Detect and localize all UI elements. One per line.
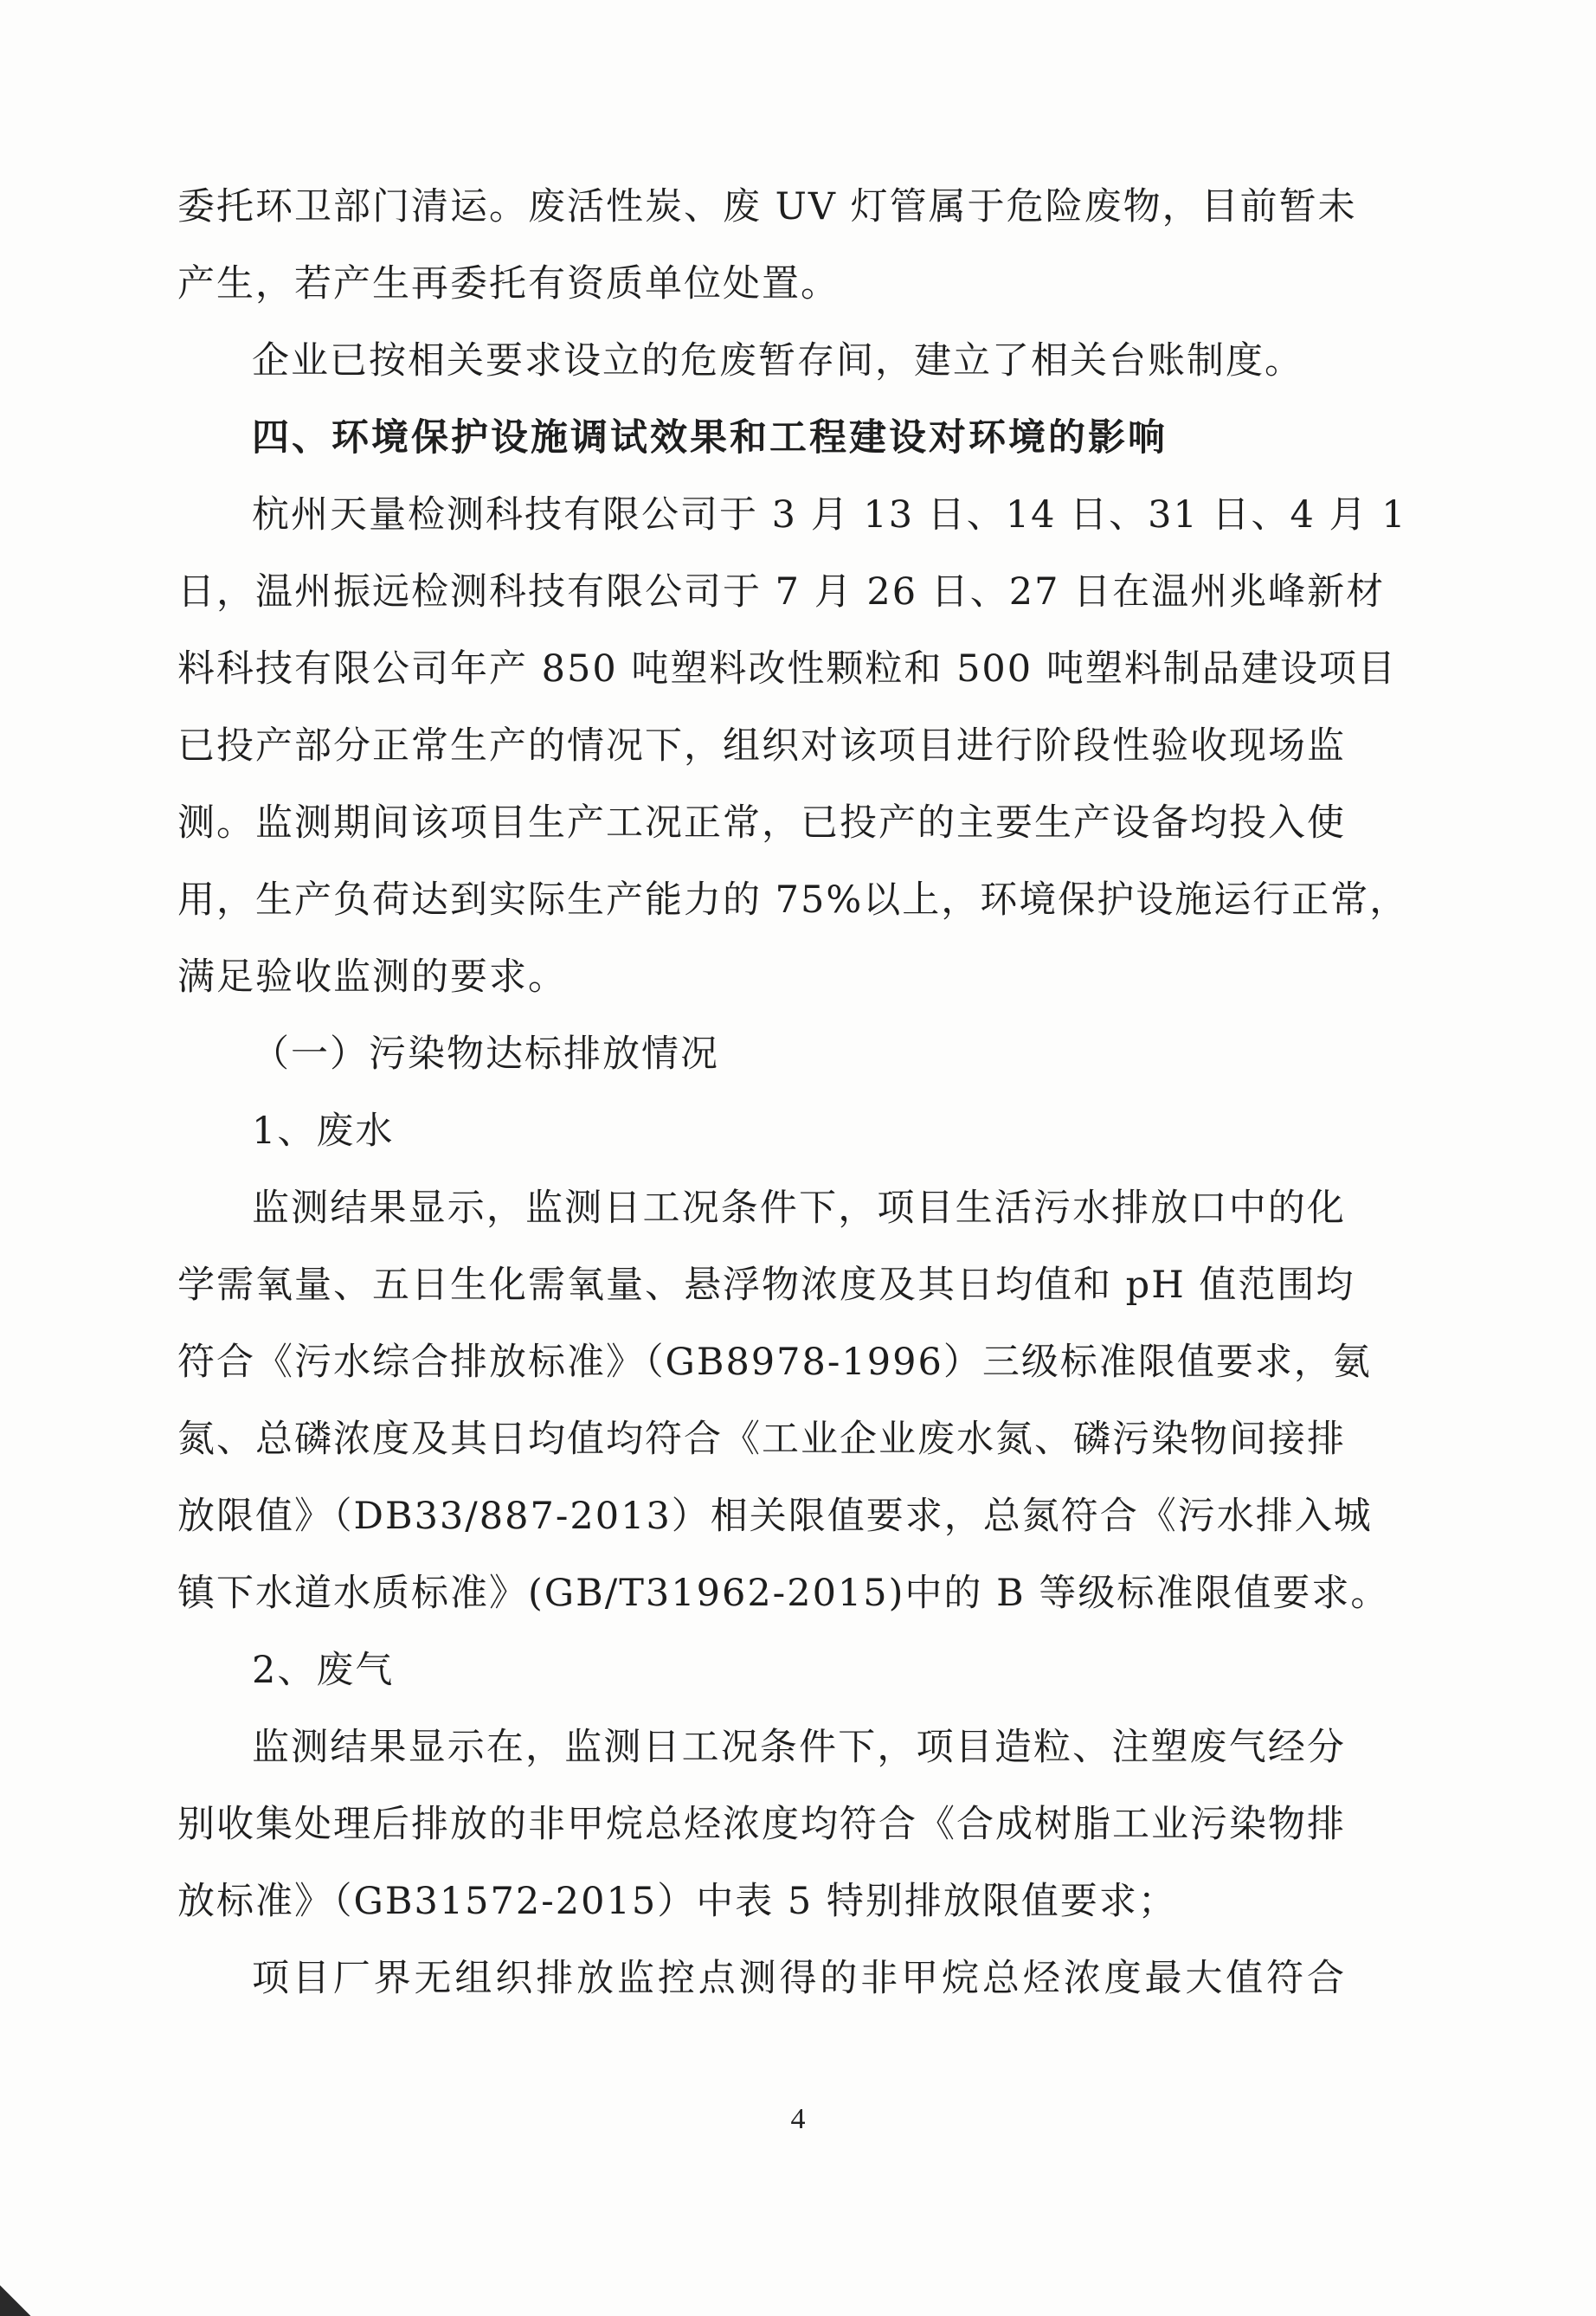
text-line: 放标准》（GB31572-2015）中表 5 特别排放限值要求； xyxy=(177,1880,1177,1923)
text-line: 用，生产负荷达到实际生产能力的 75%以上，环境保护设施运行正常， xyxy=(177,878,1409,922)
text-line: （一）污染物达标排放情况 xyxy=(252,1033,719,1076)
text-line: 日，温州振远检测科技有限公司于 7 月 26 日、27 日在温州兆峰新材 xyxy=(177,570,1386,614)
text-line: 1、废水 xyxy=(252,1110,395,1153)
text-line: 委托环卫部门清运。废活性炭、废 UV 灯管属于危险废物，目前暂未 xyxy=(177,185,1357,228)
text-line: 杭州天量检测科技有限公司于 3 月 13 日、14 日、31 日、4 月 1 xyxy=(252,493,1407,537)
text-line: 监测结果显示在，监测日工况条件下，项目造粒、注塑废气经分 xyxy=(252,1726,1346,1769)
text-line: 监测结果显示，监测日工况条件下，项目生活污水排放口中的化 xyxy=(252,1187,1346,1230)
text-line: 氮、总磷浓度及其日均值均符合《工业企业废水氮、磷污染物间接排 xyxy=(177,1418,1346,1461)
text-line: 已投产部分正常生产的情况下，组织对该项目进行阶段性验收现场监 xyxy=(177,724,1346,768)
text-line: 测。监测期间该项目生产工况正常，已投产的主要生产设备均投入使 xyxy=(177,801,1346,845)
text-line: 项目厂界无组织排放监控点测得的非甲烷总烃浓度最大值符合 xyxy=(252,1957,1346,2000)
document-body xyxy=(177,169,1409,2017)
text-line: 企业已按相关要求设立的危废暂存间，建立了相关台账制度。 xyxy=(252,339,1303,383)
text-line: 学需氧量、五日生化需氧量、悬浮物浓度及其日均值和 pH 值范围均 xyxy=(177,1264,1355,1307)
text-line: 镇下水道水质标准》(GB/T31962-2015)中的 B 等级标准限值要求。 xyxy=(177,1572,1390,1615)
text-line: 满足验收监测的要求。 xyxy=(177,955,567,999)
text-line: 料科技有限公司年产 850 吨塑料改性颗粒和 500 吨塑料制品建设项目 xyxy=(177,647,1397,691)
text-line: 别收集处理后排放的非甲烷总烃浓度均符合《合成树脂工业污染物排 xyxy=(177,1803,1346,1846)
text-line: 放限值》（DB33/887-2013）相关限值要求，总氮符合《污水排入城 xyxy=(177,1495,1373,1538)
text-line: 产生，若产生再委托有资质单位处置。 xyxy=(177,262,840,306)
section-heading: 四、环境保护设施调试效果和工程建设对环境的影响 xyxy=(252,416,1168,460)
text-line: 2、废气 xyxy=(252,1649,395,1692)
scan-corner-shadow xyxy=(0,2281,52,2316)
text-line: 符合《污水综合排放标准》（GB8978-1996）三级标准限值要求，氨 xyxy=(177,1341,1372,1384)
page-number: 4 xyxy=(790,2103,806,2135)
